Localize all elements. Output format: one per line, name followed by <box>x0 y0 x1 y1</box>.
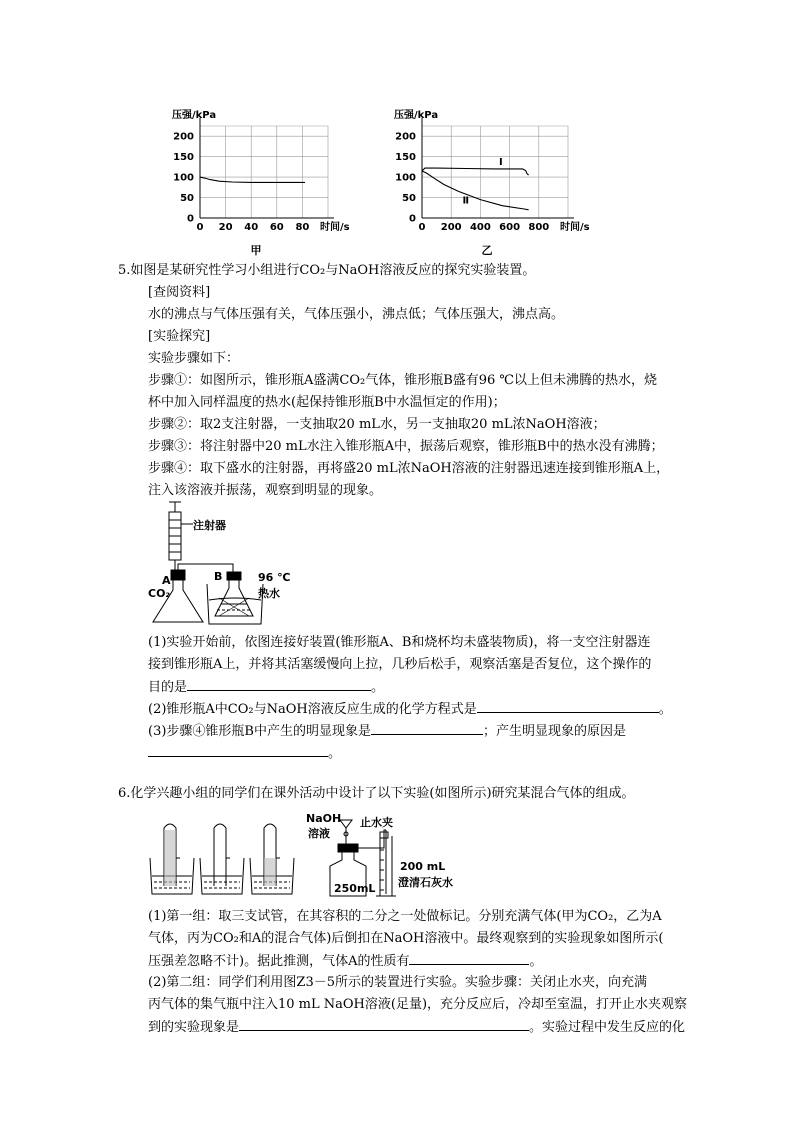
q6-sub1-line2: 气体，丙为CO₂和A的混合气体)后倒扣在NaOH溶液中。最终观察到的实验现象如图所示( <box>148 931 664 946</box>
answer-blank-4[interactable] <box>148 742 328 757</box>
q5-step4-line2: 注入该溶液并振荡，观察到明显的现象。 <box>148 483 383 498</box>
y-axis-label: 压强/kPa <box>172 110 217 121</box>
pressure-charts <box>170 100 630 260</box>
q5-sub1-line2: 接到锥形瓶A上，并将其活塞缓慢向上拉，几秒后松手，观察活塞是否复位，这个操作的 <box>148 657 652 672</box>
series-label: Ⅱ <box>462 195 470 207</box>
label-naoh: NaOH <box>306 812 342 825</box>
y-tick-label: 0 <box>187 213 194 225</box>
x-tick-label: 200 <box>440 222 462 233</box>
label-temp: 96 ℃ <box>258 571 291 584</box>
q6-sub1-line1: (1)第一组：取三支试管，在其容积的二分之一处做标记。分别充满气体(甲为CO₂，乙为A <box>148 909 662 924</box>
q5-step3: 步骤③：将注射器中20 mL水注入锥形瓶A中，振荡后观察，锥形瓶B中的热水没有沸腾； <box>148 439 664 454</box>
answer-blank-3[interactable] <box>371 720 483 735</box>
x-tick-label: 20 <box>218 222 233 233</box>
y-tick-label: 200 <box>395 131 416 143</box>
label-250ml: 250mL <box>334 882 376 895</box>
series-line <box>422 168 529 175</box>
label-syringe: 注射器 <box>193 519 226 532</box>
y-tick-label: 100 <box>395 172 416 184</box>
chart-title: 乙 <box>481 244 493 257</box>
q6-sub2-line2: 丙气体的集气瓶中注入10 mL NaOH溶液(足量)，充分反应后，冷却至室温，打开止水夹观察 <box>148 997 688 1012</box>
q5-sub1-line1: (1)实验开始前，依图连接好装置(锥形瓶A、B和烧杯均未盛装物质)，将一支空注射器连 <box>148 635 651 650</box>
q5-exp-head: [实验探究] <box>148 329 211 344</box>
y-tick-label: 50 <box>180 193 194 205</box>
x-tick-label: 0 <box>418 222 426 233</box>
connecting-tube <box>178 564 233 576</box>
chart-title: 甲 <box>250 244 262 257</box>
answer-blank-2[interactable] <box>477 698 659 713</box>
y-tick-label: 150 <box>173 152 194 164</box>
answer-blank-1[interactable] <box>187 676 371 691</box>
chart-jia <box>172 108 350 257</box>
stopper-a <box>171 570 185 580</box>
q5-title: 5.如图是某研究性学习小组进行CO₂与NaOH溶液反应的探究实验装置。 <box>118 263 536 278</box>
label-co2: CO₂ <box>148 587 171 600</box>
x-tick-label: 80 <box>295 222 310 233</box>
label-b: B <box>214 570 223 583</box>
x-tick-label: 60 <box>269 222 284 233</box>
outlet-tube <box>354 830 386 848</box>
funnel <box>340 820 352 828</box>
x-tick-label: 0 <box>196 222 204 233</box>
answer-blank-5[interactable] <box>409 950 529 965</box>
q5-step1-line2: 杯中加入同样温度的热水(起保持锥形瓶B中水温恒定的作用)； <box>148 395 506 410</box>
q5-sub3-line2: 。 <box>148 742 341 765</box>
q5-sub3-line1: (3)步骤④锥形瓶B中产生的明显现象是 ；产生明显现象的原因是 <box>148 720 626 743</box>
series-label: Ⅰ <box>499 156 503 168</box>
q5-steps-head: 实验步骤如下： <box>148 351 240 366</box>
q5-step2: 步骤②：取2支注射器，一支抽取20 mL水，另一支抽取20 mL浓NaOH溶液； <box>148 417 606 432</box>
q5-ref-head: [查阅资料] <box>148 285 211 300</box>
x-tick-label: 800 <box>528 222 550 233</box>
series-line <box>200 177 305 182</box>
label-200ml: 200 mL <box>400 860 446 873</box>
q5-sub2: (2)锥形瓶A中CO₂与NaOH溶液反应生成的化学方程式是 。 <box>148 698 672 721</box>
q6-sub2-line1: (2)第二组：同学们利用图Z3－5所示的装置进行实验。实验步骤：关闭止水夹，向充满 <box>148 975 647 990</box>
answer-blank-6[interactable] <box>239 1016 529 1031</box>
q6-sub1-line3: 压强差忽略不计)。据此推测，气体A的性质有 。 <box>148 950 542 973</box>
x-axis-label: 时间/s <box>320 222 350 233</box>
x-tick-label: 40 <box>244 222 259 233</box>
y-tick-label: 0 <box>409 213 416 225</box>
tube-yi <box>214 824 226 886</box>
label-clamp: 止水夹 <box>360 816 393 829</box>
label-a: A <box>162 574 171 587</box>
y-tick-label: 150 <box>395 152 416 164</box>
y-tick-label: 100 <box>173 172 194 184</box>
test-tubes-figure <box>148 818 298 898</box>
y-axis-label: 压强/kPa <box>394 110 439 121</box>
stopper-b <box>227 572 241 580</box>
q5-ref-text: 水的沸点与气体压强有关，气体压强小，沸点低；气体压强大，沸点高。 <box>148 307 565 322</box>
x-tick-label: 600 <box>499 222 521 233</box>
x-tick-label: 400 <box>469 222 491 233</box>
chart-yi <box>394 108 590 257</box>
q6-title: 6.化学兴趣小组的同学们在课外活动中设计了以下实验(如图所示)研究某混合气体的组成。 <box>118 786 635 801</box>
q5-step4-line1: 步骤④：取下盛水的注射器，再将盛20 mL浓NaOH溶液的注射器迅速连接到锥形瓶A上， <box>148 461 670 476</box>
q6-sub2-line3: 到的实验现象是 。实验过程中发生反应的化 <box>148 1016 685 1039</box>
y-tick-label: 200 <box>173 131 194 143</box>
label-solution: 溶液 <box>308 827 330 840</box>
x-axis-label: 时间/s <box>560 222 590 233</box>
label-hot-water: 热水 <box>258 587 280 600</box>
y-tick-label: 50 <box>402 193 416 205</box>
label-limewater: 澄清石灰水 <box>398 876 453 889</box>
q5-sub1-line3: 目的是 。 <box>148 676 384 699</box>
q5-step1-line1: 步骤①：如图所示，锥形瓶A盛满CO₂气体，锥形瓶B盛有96 ℃以上但未沸腾的热水，烧 <box>148 373 657 388</box>
